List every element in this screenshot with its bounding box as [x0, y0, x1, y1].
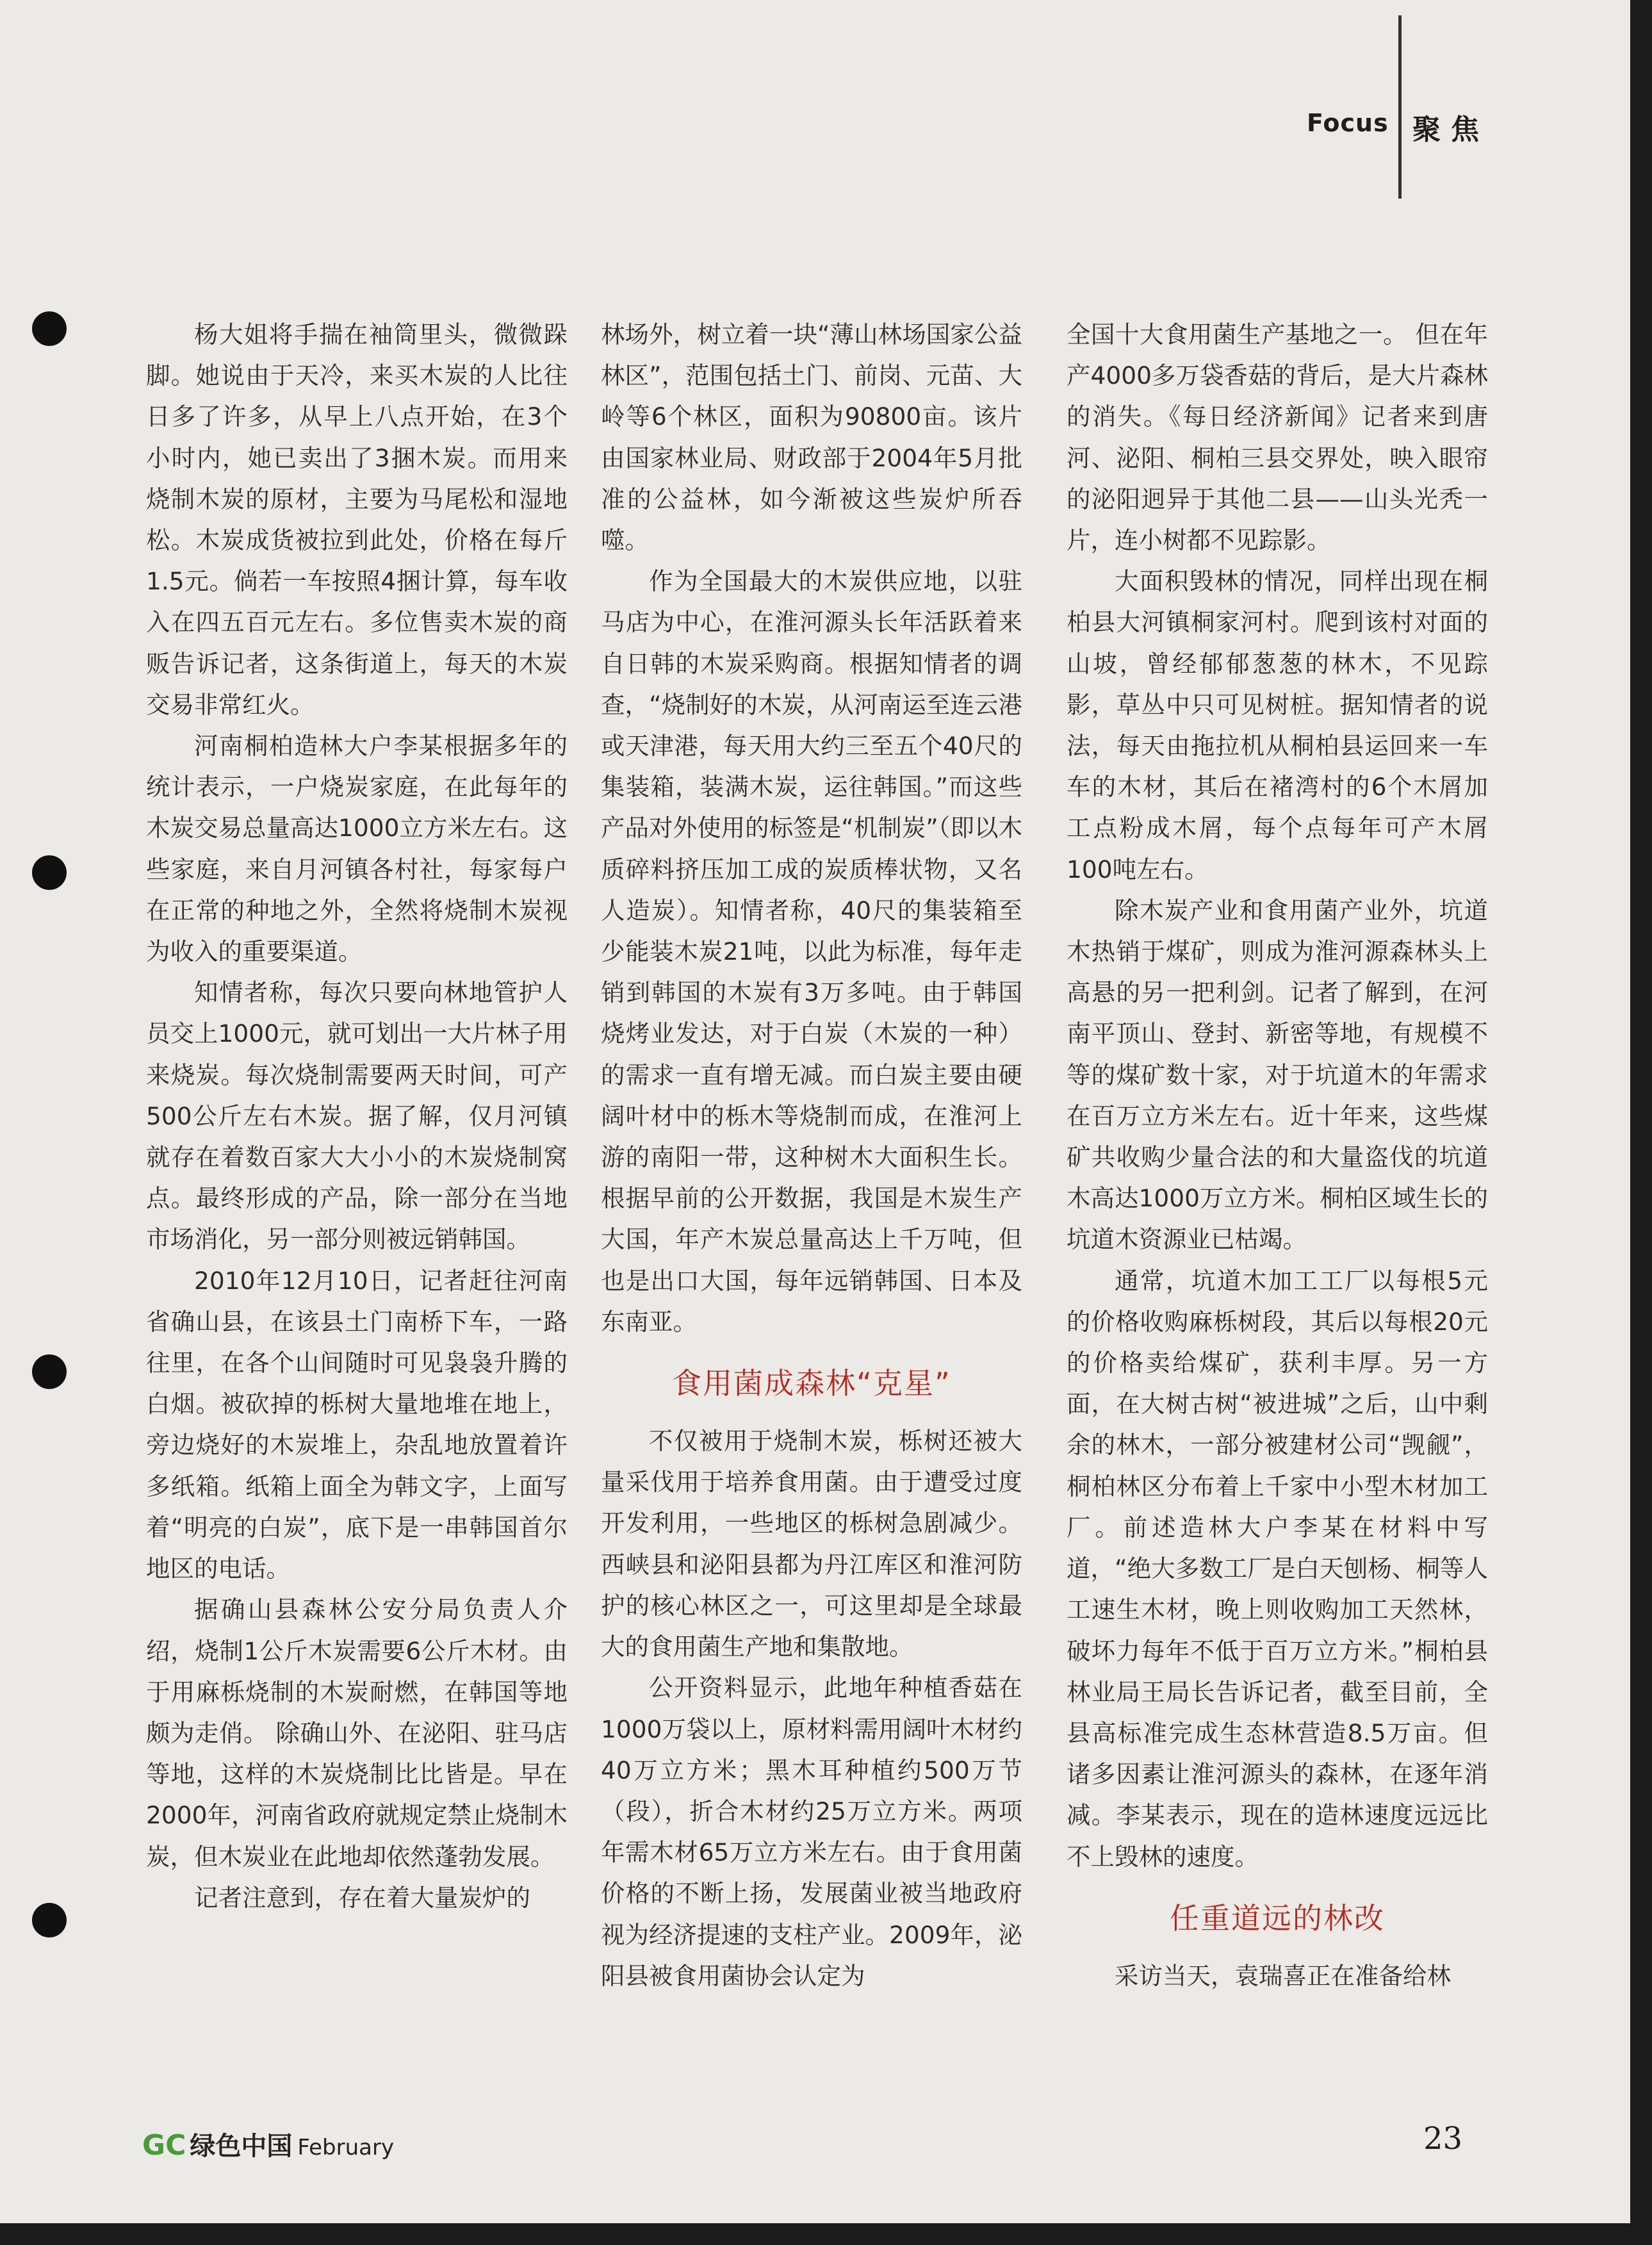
paragraph: 通常，坑道木加工工厂以每根5元的价格收购麻栎树段，其后以每根20元的价格卖给煤矿，获利丰厚。另一方面，在大树古树“被进城”之后，山中剩余的林木，一部分被建材公司“觊觎”，桐柏林区分布着上千家中小型木材加工厂。前述造林大户李某在材料中写道，“绝大多数工厂是白天刨杨、桐等人工速生木材，晚上则收购加工天然林，破坏力每年不低于百万立方米。”桐柏县林业局王局长告诉记者，截至目前，全县高标准完成生态林营造8.5万亩。但诸多因素让淮河源头的森林，在逐年消减。李某表示，现在的造林速度远远比不上毁林的速度。 [1067, 1266, 1488, 1871]
paragraph: 公开资料显示，此地年种植香菇在1000万袋以上，原材料需用阔叶木材约40万立方米；黑木耳种植约500万节（段），折合木材约25万立方米。两项年需木材65万立方米左右。由于食用菌价格的不断上扬，发展菌业被当地政府视为经济提速的支柱产业。2009年，泌阳县被食用菌协会认定为 [601, 1673, 1022, 1990]
paragraph: 记者注意到，存在着大量炭炉的 [194, 1883, 530, 1912]
paragraph: 采访当天，袁瑞喜正在准备给林 [1115, 1961, 1451, 1990]
gc-logo: GC [142, 2129, 186, 2162]
punch-hole [32, 1354, 67, 1389]
paragraph: 大面积毁林的情况，同样出现在桐柏县大河镇桐家河村。爬到该村对面的山坡，曾经郁郁葱葱的林木，不见踪影，草丛中只可见树桩。据知情者的说法，每天由拖拉机从桐柏县运回来一车车的木材，其后在褚湾村的6个木屑加工点粉成木屑，每个点每年可产木屑100吨左右。 [1067, 567, 1488, 884]
paragraph: 据确山县森林公安分局负责人介绍，烧制1公斤木炭需要6公斤木材。由于用麻栎烧制的木炭耐燃，在韩国等地颇为走俏。 除确山外、在泌阳、驻马店等地，这样的木炭烧制比比皆是。早在2000年，河南省政府就规定禁止烧制木炭，但木炭业在此地却依然蓬勃发展。 [146, 1595, 568, 1871]
section-label-en: Focus [1307, 109, 1389, 137]
paragraph: 河南桐柏造林大户李某根据多年的统计表示，一户烧炭家庭，在此每年的木炭交易总量高达1000立方米左右。这些家庭，来自月河镇各村社，每家每户在正常的种地之外，全然将烧制木炭视为收入的重要渠道。 [146, 732, 568, 966]
paragraph: 知情者称，每次只要向林地管护人员交上1000元，就可划出一大片林子用来烧炭。每次烧制需要两天时间，可产500公斤左右木炭。据了解，仅月河镇就存在着数百家大大小小的木炭烧制窝点。最终形成的产品，除一部分在当地市场消化，另一部分则被远销韩国。 [146, 978, 568, 1254]
subheading-forest-reform: 任重道远的林改 [1170, 1900, 1385, 1936]
header-divider [1398, 15, 1402, 199]
paragraph: 杨大姐将手揣在袖筒里头，微微跺脚。她说由于天冷，来买木炭的人比往日多了许多，从早上八点开始，在3个小时内，她已卖出了3捆木炭。而用来烧制木炭的原材，主要为马尾松和湿地松。木炭成货被拉到此处，价格在每斤1.5元。倘若一车按照4捆计算，每车收入在四五百元左右。多位售卖木炭的商贩告诉记者，这条街道上，每天的木炭交易非常红火。 [146, 320, 568, 719]
magazine-footer [142, 2126, 394, 2162]
section-header [1307, 109, 1489, 146]
article-column-2 [601, 314, 1022, 1996]
paragraph: 2010年12月10日，记者赶往河南省确山县，在该县土门南桥下车，一路往里，在各个山间随时可见袅袅升腾的白烟。被砍掉的栎树大量地堆在地上，旁边烧好的木炭堆上，杂乱地放置着许多纸箱。纸箱上面全为韩文字，上面写着“明亮的白炭”，底下是一串韩国首尔地区的电话。 [146, 1266, 568, 1583]
issue-month: February [297, 2135, 395, 2160]
article-column-1 [146, 314, 568, 1918]
paragraph: 作为全国最大的木炭供应地，以驻马店为中心，在淮河源头长年活跃着来自日韩的木炭采购商。根据知情者的调查，“烧制好的木炭，从河南运至连云港或天津港，每天用大约三至五个40尺的集装箱，装满木炭，运往韩国。”而这些产品对外使用的标签是“机制炭”（即以木质碎料挤压加工成的炭质棒状物，又名人造炭）。知情者称，40尺的集装箱至少能装木炭21吨，以此为标准，每年走销到韩国的木炭有3万多吨。由于韩国烧烤业发达，对于白炭（木炭的一种）的需求一直有增无减。而白炭主要由硬阔叶材中的栎木等烧制而成，在淮河上游的南阳一带，这种树木大面积生长。根据早前的公开数据，我国是木炭生产大国，年产木炭总量高达上千万吨，但也是出口大国，每年远销韩国、日本及东南亚。 [601, 567, 1022, 1336]
paragraph: 林场外，树立着一块“薄山林场国家公益林区”，范围包括土门、前岗、元苗、大岭等6个林区，面积为90800亩。该片由国家林业局、财政部于2004年5月批准的公益林，如今渐被这些炭炉所吞噬。 [601, 320, 1022, 555]
page-number: 23 [1423, 2121, 1463, 2157]
punch-hole [32, 855, 67, 890]
paragraph: 不仅被用于烧制木炭，栎树还被大量采伐用于培养食用菌。由于遭受过度开发利用，一些地区的栎树急剧减少。西峡县和泌阳县都为丹江库区和淮河防护的核心林区之一，可这里却是全球最大的食用菌生产地和集散地。 [601, 1427, 1022, 1661]
paragraph: 除木炭产业和食用菌产业外，坑道木热销于煤矿，则成为淮河源森林头上高悬的另一把利剑。记者了解到，在河南平顶山、登封、新密等地，有规模不等的煤矿数十家，对于坑道木的年需求在百万立方米左右。近十年来，这些煤矿共收购少量合法的和大量盗伐的坑道木高达1000万立方米。桐柏区域生长的坑道木资源业已枯竭。 [1067, 896, 1488, 1254]
magazine-name: 绿色中国 [190, 2132, 293, 2161]
section-label-cn: 聚焦 [1412, 113, 1489, 146]
punch-hole [32, 1903, 67, 1937]
subheading-edible-fungi: 食用菌成森林“克星” [672, 1366, 951, 1401]
article-column-3 [1067, 314, 1488, 1996]
paragraph: 全国十大食用菌生产基地之一。 但在年产4000多万袋香菇的背后，是大片森林的消失。《每日经济新闻》记者来到唐河、泌阳、桐柏三县交界处，映入眼帘的泌阳迥异于其他二县——山头光秃一片，连小树都不见踪影。 [1067, 320, 1488, 555]
punch-hole [32, 311, 67, 346]
